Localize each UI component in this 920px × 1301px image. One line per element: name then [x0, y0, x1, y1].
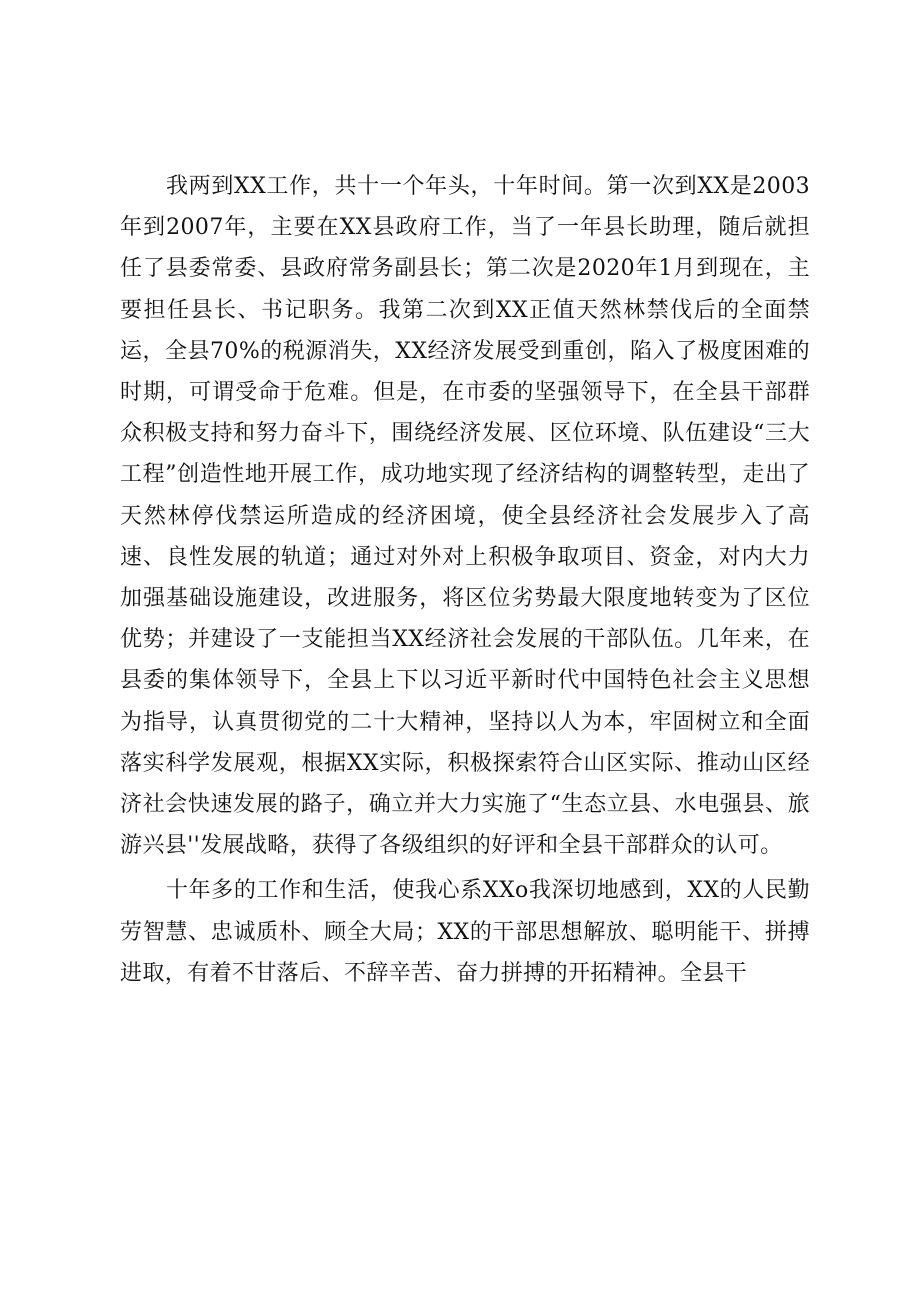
document-body	[120, 166, 810, 994]
paragraph-1: 我两到XX工作，共十一个年头，十年时间。第一次到XX是2003年到2007年，主要在XX县政府工作，当了一年县长助理，随后就担任了县委常委、县政府常务副县长；第二次是2020年1月到现在，主要担任县长、书记职务。我第二次到XX正值天然林禁伐后的全面禁运，全县70%的税源消失，XX经济发展受到重创，陷入了极度困难的时期，可谓受命于危难。但是，在市委的坚强领导下，在全县干部群众积极支持和努力奋斗下，围绕经济发展、区位环境、队伍建设“三大工程”创造性地开展工作，成功地实现了经济结构的调整转型，走出了天然林停伐禁运所造成的经济困境，使全县经济社会发展步入了高速、良性发展的轨道；通过对外对上积极争取项目、资金，对内大力加强基础设施建设，改进服务，将区位劣势最大限度地转变为了区位优势；并建设了一支能担当XX经济社会发展的干部队伍。几年来，在县委的集体领导下，全县上下以习近平新时代中国特色社会主义思想为指导，认真贯彻党的二十大精神，坚持以人为本，牢固树立和全面落实科学发展观，根据XX实际，积极探索符合山区实际、推动山区经济社会快速发展的路子，确立并大力实施了“生态立县、水电强县、旅游兴县''发展战略，获得了各级组织的好评和全县干部群众的认可。	[120, 174, 810, 859]
paragraph-2: 十年多的工作和生活，使我心系XXo我深切地感到，XX的人民勤劳智慧、忠诚质朴、顾全大局；XX的干部思想解放、聪明能干、拼搏进取，有着不甘落后、不辞辛苦、奋力拼搏的开拓精神。全县干	[120, 878, 810, 986]
